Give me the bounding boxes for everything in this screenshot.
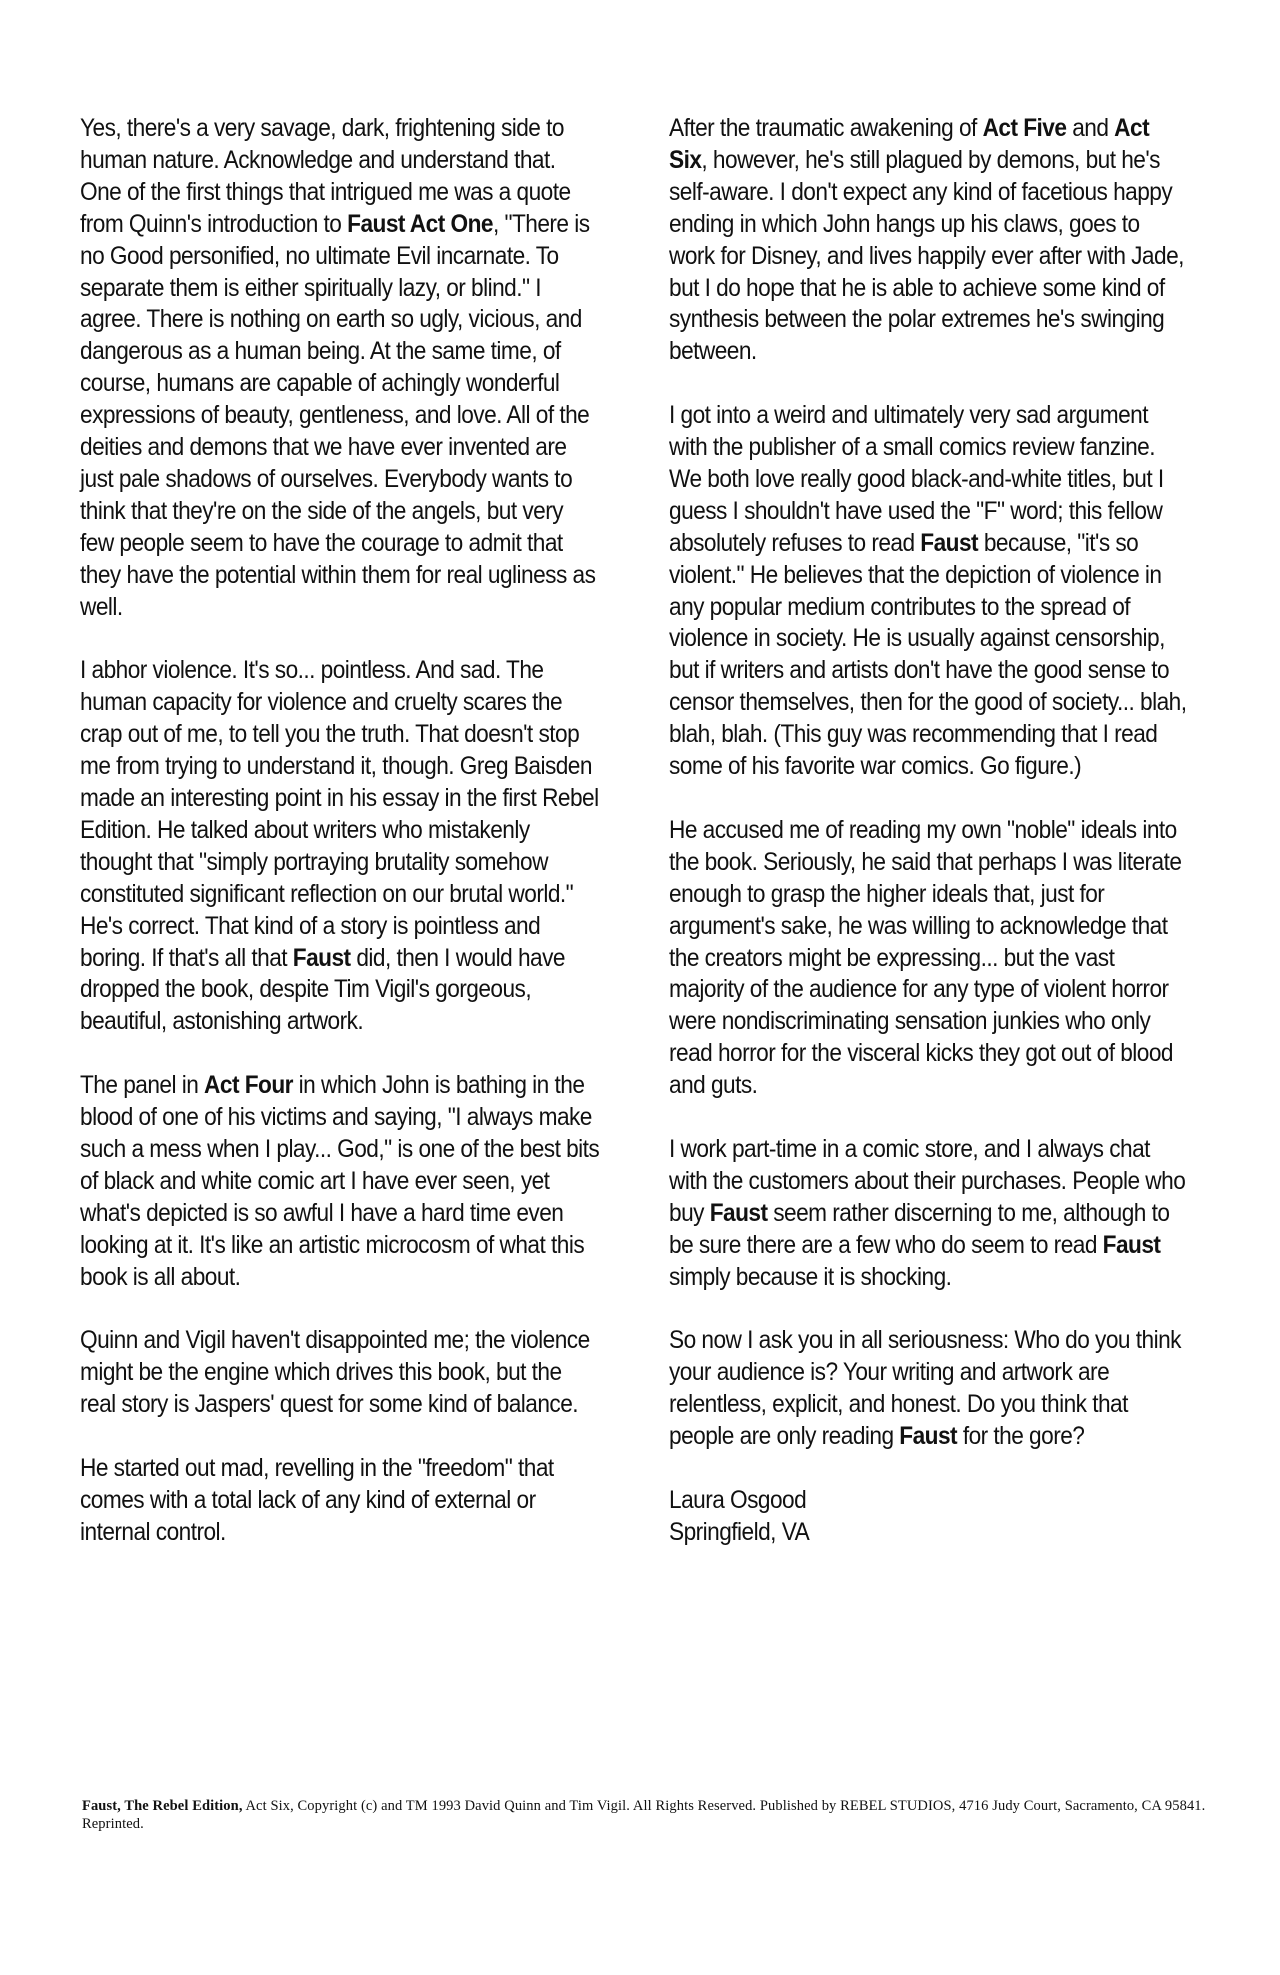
- paragraph: [669, 113, 1189, 368]
- paragraph-text: I got into a weird and ultimately very sad argument with the publisher of a small comics review fanzine. We both love really good black-and-white titles, but I guess I shouldn't have used the "F" word; this fellow absolutely refuses to read: [669, 401, 1164, 557]
- paragraph-text: So now I ask you in all seriousness: Who do you think your audience is? Your writing and artwork are relentless, explicit, and honest. Do you think that people are only reading: [669, 1326, 1181, 1451]
- paragraph-text: simply because it is shocking.: [669, 1262, 952, 1291]
- bold-title: Faust: [899, 1422, 958, 1451]
- signature-block: [669, 1485, 1189, 1549]
- bold-title: Act Five: [982, 114, 1067, 142]
- paragraph: [80, 113, 600, 624]
- bold-title: Act Six: [669, 114, 1150, 174]
- paragraph-text: Yes, there's a very savage, dark, frightening side to human nature. Acknowledge and understand that. One of the first things that intrigued me was a quote from Quinn's introduction to: [80, 114, 571, 238]
- bold-title: Faust: [920, 528, 979, 557]
- right-column: [669, 113, 1189, 1549]
- paragraph-text: and: [1066, 114, 1115, 142]
- paragraph: He accused me of reading my own "noble" ideals into the book. Seriously, he said that perhaps I was literate enough to grasp the higher ideals that, just for argument's sake, he was willing to acknowledge that the creators might be expressing... but the vast majority of the audience for any type of violent horror were nondiscriminating sensation junkies who only read horror for the visceral kicks they got out of blood and guts.: [669, 815, 1182, 1100]
- paragraph-text: seem rather discerning to me, although to be sure there are a few who do seem to read: [669, 1198, 1170, 1259]
- paragraph-text: I abhor violence. It's so... pointless. And sad. The human capacity for violence and cruelty scares the crap out of me, to tell you the truth. That doesn't stop me from trying to understand it, though. Greg Baisden made an interesting point in his essay in the first Rebel Edition. He talked about writers who mistakenly thought that "simply portraying brutality somehow constituted significant reflection on our brutal world." He's correct. That kind of a story is pointless and boring. If that's all that: [80, 656, 599, 972]
- copyright-footer: [82, 1797, 1232, 1833]
- bold-title: Faust: [292, 943, 351, 972]
- paragraph: Quinn and Vigil haven't disappointed me; the violence might be the engine which drives this book, but the real story is Jaspers' quest for some kind of balance.: [80, 1326, 590, 1419]
- paragraph: [669, 1134, 1189, 1294]
- paragraph-text: because, "it's so violent." He believes that the depiction of violence in any popular medium contributes to the spread of violence in society. He is usually against censorship, but if writers and artists don't have the good sense to censor themselves, then for the good of society... blah, blah, blah. (This guy was recommending that I read some of his favorite war comics. Go figure.): [669, 528, 1187, 781]
- left-column: [80, 113, 600, 1581]
- paragraph: [669, 400, 1189, 783]
- signature-location: Springfield, VA: [669, 1517, 810, 1546]
- paragraph-text: After the traumatic awakening of: [669, 114, 983, 142]
- paragraph: [80, 655, 600, 1038]
- paragraph-text: , "There is no Good personified, no ultimate Evil incarnate. To separate them is either spiritually lazy, or blind." I agree. There is nothing on earth so ugly, vicious, and dangerous as a human being. At the same time, of course, humans are capable of achingly wonderful expressions of beauty, gentleness, and love. All of the deities and demons that we have ever invented are just pale shadows of ourselves. Everybody wants to think that they're on the side of the angels, but very few people seem to have the courage to admit that they have the potential within them for real ugliness as well.: [80, 209, 596, 621]
- paragraph-text: did, then I would have dropped the book, despite Tim Vigil's gorgeous, beautiful, astonishing artwork.: [80, 943, 565, 1036]
- paragraph-text: The panel in: [80, 1071, 205, 1100]
- bold-title: Faust: [709, 1198, 768, 1227]
- paragraph-text: for the gore?: [957, 1422, 1085, 1451]
- paragraph-text: , however, he's still plagued by demons, but he's self-aware. I don't expect any kind of facetious happy ending in which John hangs up his claws, goes to work for Disney, and lives happily ever after with Jade, but I do hope that he is able to achieve some kind of synthesis between the polar extremes he's swinging between.: [669, 145, 1184, 366]
- signature-name: Laura Osgood: [669, 1485, 807, 1514]
- paragraph: [80, 1070, 600, 1293]
- footer-text: Act Six, Copyright (c) and TM 1993 David Quinn and Tim Vigil. All Rights Reserved. Published by REBEL STUDIOS, 4716 Judy Court, Sacramento, CA 95841. Reprinted.: [82, 1798, 1206, 1832]
- paragraph-text: I work part-time in a comic store, and I always chat with the customers about their purchases. People who buy: [669, 1134, 1186, 1227]
- paragraph: [669, 1325, 1189, 1453]
- bold-title: Faust Act One: [347, 209, 493, 238]
- bold-title: Faust: [1102, 1230, 1161, 1259]
- bold-title: Act Four: [204, 1071, 293, 1100]
- paragraph-text: in which John is bathing in the blood of one of his victims and saying, "I always make such a mess when I play... God," is one of the best bits of black and white comic art I have ever seen, yet what's depicted is so awful I have a hard time even looking at it. It's like an artistic microcosm of what this book is all about.: [80, 1071, 600, 1291]
- paragraph: He started out mad, revelling in the "freedom" that comes with a total lack of any kind of external or internal control.: [80, 1454, 554, 1546]
- footer-title: Faust, The Rebel Edition,: [82, 1798, 243, 1814]
